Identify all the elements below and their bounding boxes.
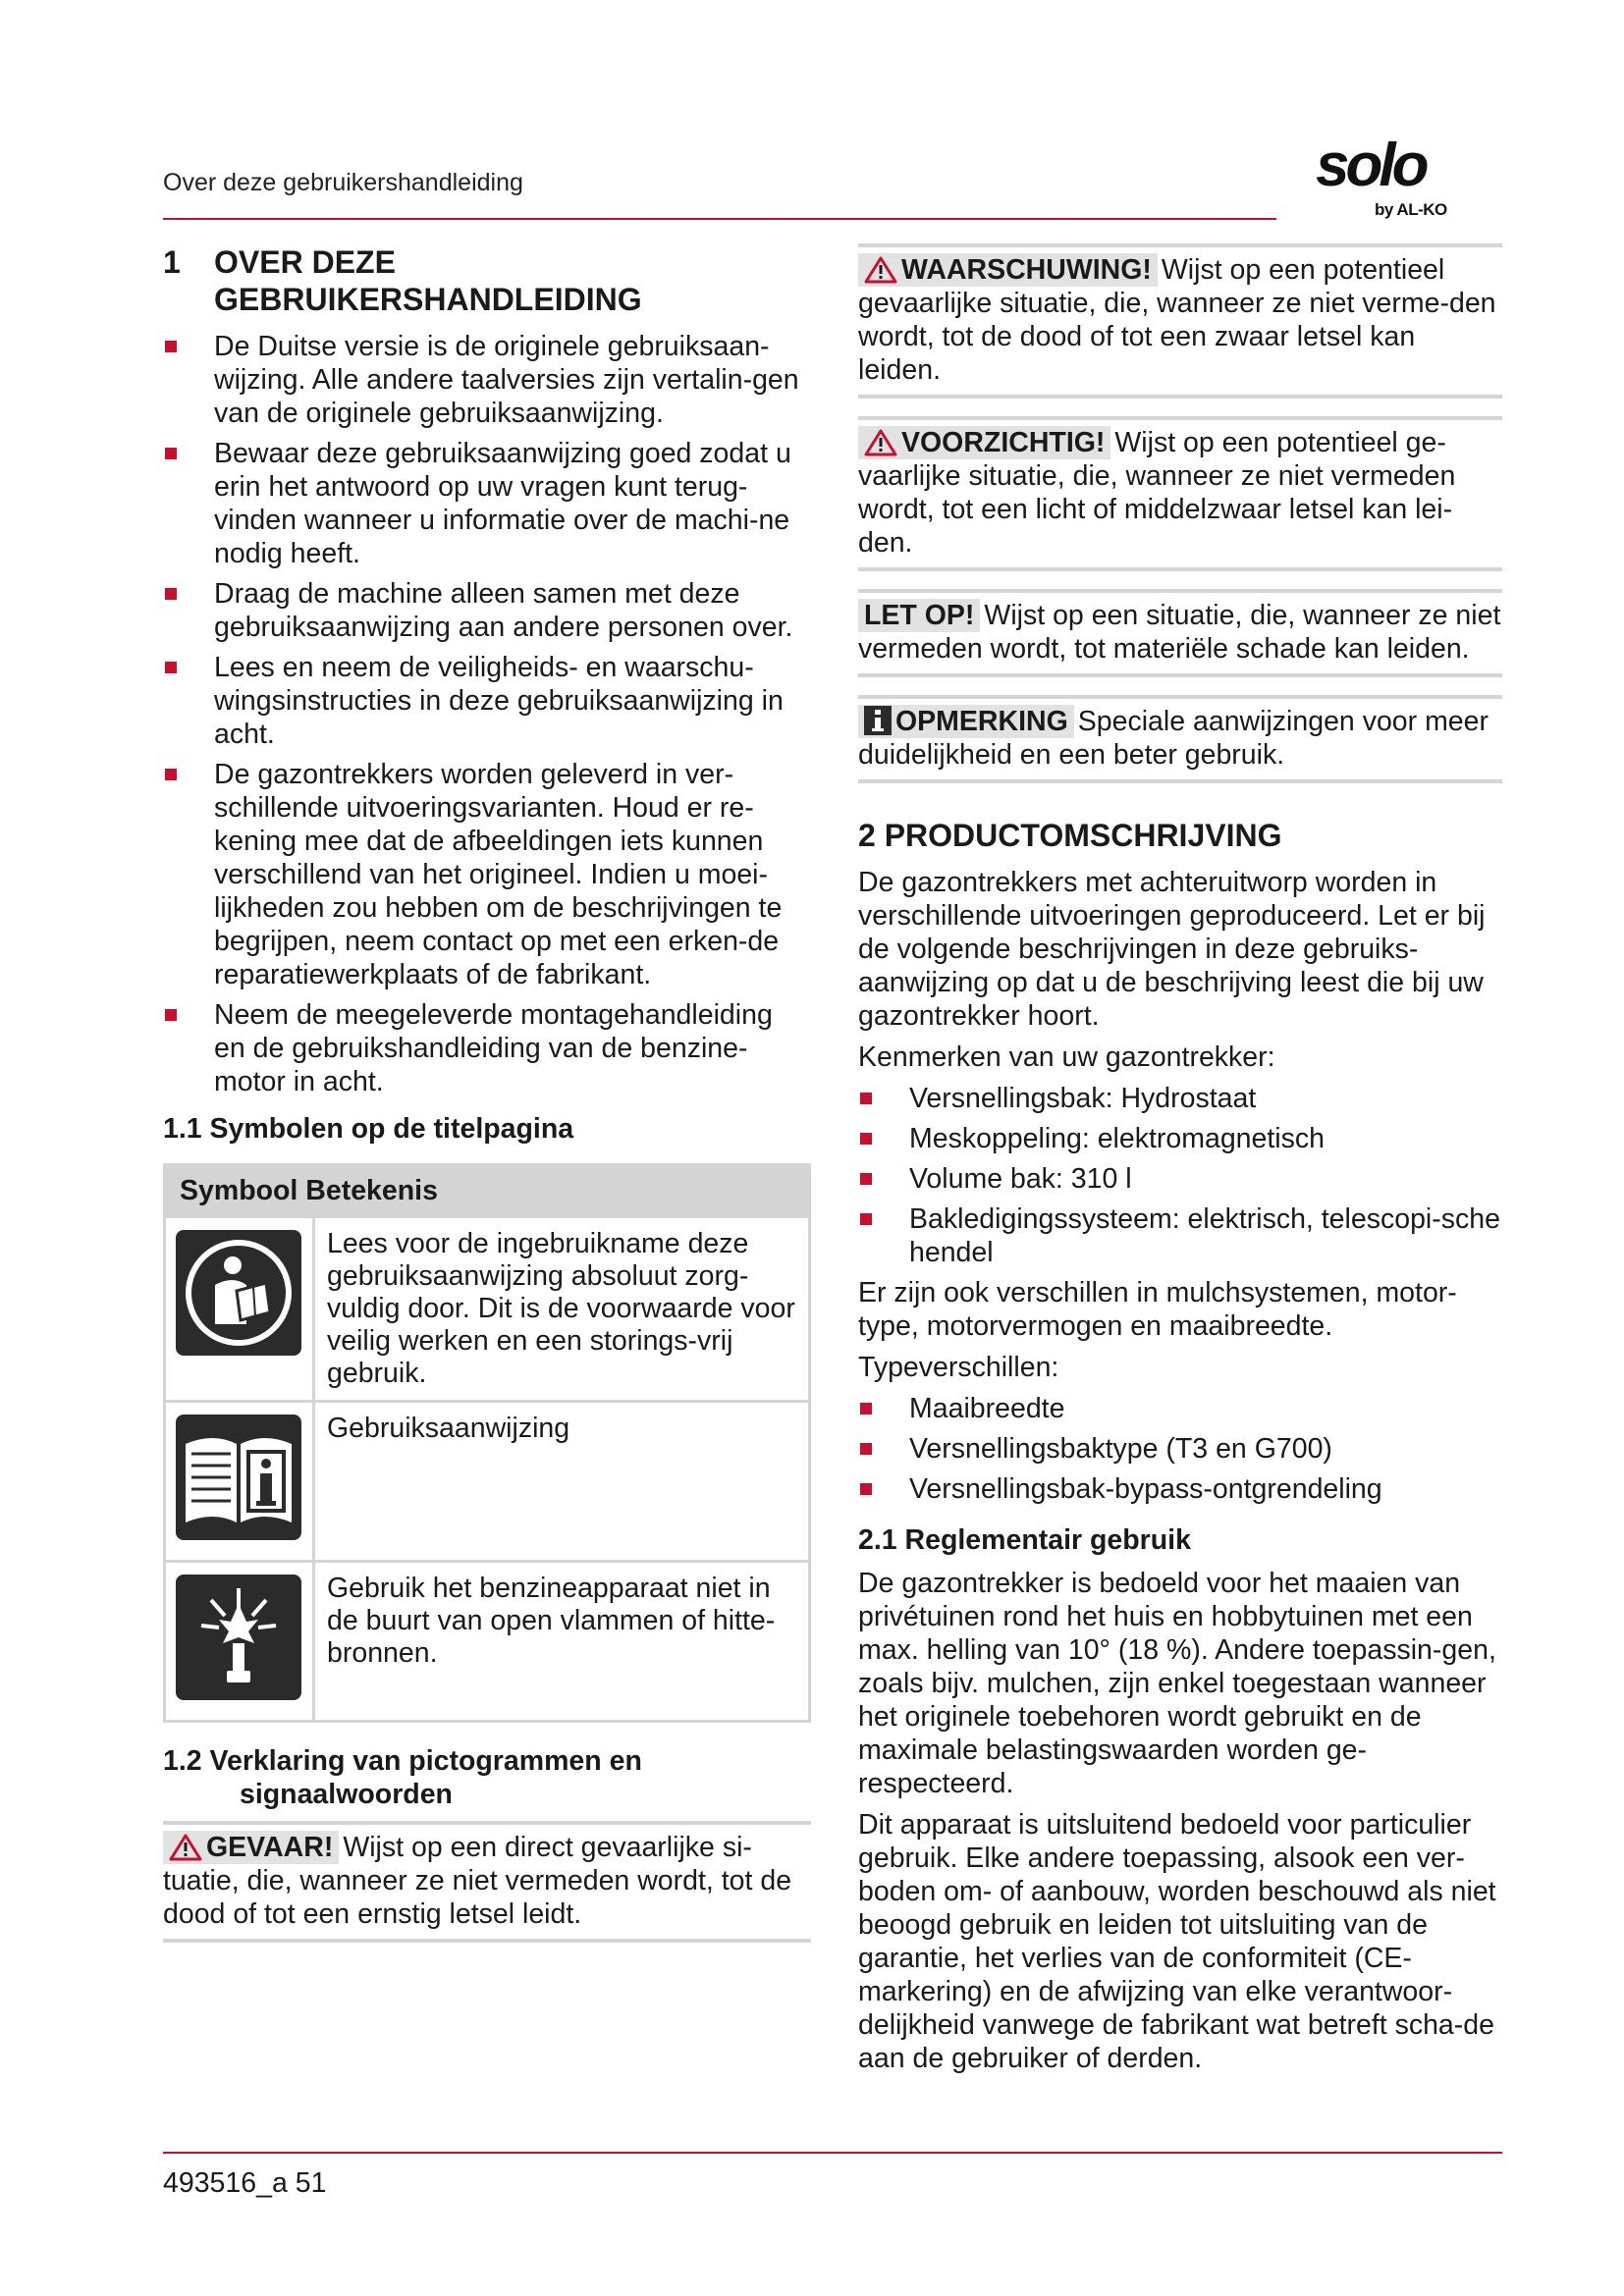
caution-notice bbox=[858, 416, 1502, 571]
no-open-flame-icon bbox=[176, 1575, 301, 1700]
bullet-square-icon bbox=[860, 1093, 872, 1104]
bullet-square-icon bbox=[860, 1173, 872, 1185]
bullet-square-icon bbox=[860, 1483, 872, 1495]
list-item: Meskoppeling: elektromagnetisch bbox=[858, 1122, 1502, 1155]
attention-notice bbox=[858, 589, 1502, 677]
header-title: Over deze gebruikershandleiding bbox=[163, 169, 523, 196]
list-item: Draag de machine alleen samen met deze gebruiksaanwijzing aan andere personen over. bbox=[163, 577, 811, 644]
section-2-intro: De gazontrekkers met achteruitworp worden in verschillende uitvoeringen geproduceerd. Let er bij de volgende beschrijvingen in deze gebruiks-aanwijzing op dat u de beschrijving leest die bij uw gazontrekker hoort. bbox=[858, 867, 1486, 1032]
table-cell-icon bbox=[165, 1562, 314, 1722]
list-item: Versnellingsbaktype (T3 en G700) bbox=[858, 1432, 1502, 1466]
table-row bbox=[165, 1217, 810, 1402]
logo-subtext: by AL-KO bbox=[1375, 200, 1447, 219]
warning-text: Wijst op een potentieel gevaarlijke situatie, die, wanneer ze niet verme-den wordt, tot de dood of tot een zwaar letsel kan leiden. bbox=[858, 254, 1496, 386]
section-number: 1 bbox=[163, 244, 181, 280]
warning-triangle-icon bbox=[169, 1834, 202, 1861]
differences-text: Er zijn ook verschillen in mulchsystemen, motor-type, motorvermogen en maaibreedte. bbox=[858, 1277, 1457, 1342]
bullet-square-icon bbox=[165, 341, 177, 352]
bullet-square-icon bbox=[165, 1009, 177, 1021]
section-1-2-heading: 1.2 Verklaring van pictogrammen en signaalwoorden bbox=[163, 1745, 642, 1810]
note-badge: OPMERKING bbox=[858, 705, 1074, 738]
list-item: Neem de meegeleverde montagehandleiding en de gebruikshandleiding van de benzine-motor in acht. bbox=[163, 998, 811, 1098]
bullet-square-icon bbox=[165, 448, 177, 459]
logo-wordmark: solo bbox=[1316, 132, 1426, 199]
danger-badge: GEVAAR! bbox=[163, 1831, 339, 1864]
danger-notice bbox=[163, 1821, 811, 1943]
symbol-table bbox=[163, 1163, 811, 1723]
list-item: Lees en neem de veiligheids- en waarschu-wingsinstructies in deze gebruiksaanwijzing in acht. bbox=[163, 651, 811, 751]
bullet-square-icon bbox=[860, 1443, 872, 1455]
list-item: Versnellingsbak-bypass-ontgrendeling bbox=[858, 1472, 1502, 1506]
note-notice bbox=[858, 695, 1502, 783]
list-item: Versnellingsbak: Hydrostaat bbox=[858, 1082, 1502, 1115]
type-label: Typeverschillen: bbox=[858, 1352, 1059, 1383]
manual-info-icon bbox=[176, 1415, 301, 1540]
caution-text: Wijst op een potentieel ge-vaarlijke situatie, die, wanneer ze niet vermeden wordt, tot een licht of middelzwaar letsel kan lei-den. bbox=[858, 427, 1456, 559]
section-2-1-para-2: Dit apparaat is uitsluitend bedoeld voor particulier gebruik. Elke andere toepassing, alsook een ver-boden om- of aanbouw, worden beschouwd als niet beoogd gebruik en leiden tot uitsluiting van de garantie, het verlies van de conformiteit (CE-markering) en de afwijzing van elke verantwoor-delijkheid vanwege de fabrikant wat betreft scha-de aan de gebruiker of derden. bbox=[858, 1809, 1496, 2074]
table-cell-icon bbox=[165, 1402, 314, 1562]
info-square-icon bbox=[864, 706, 892, 735]
section-2-heading: 2 PRODUCTOMSCHRIJVING bbox=[858, 818, 1282, 853]
list-item: Bewaar deze gebruiksaanwijzing goed zodat u erin het antwoord op uw vragen kunt terug-vinden wanneer u informatie over de machi-ne nodig heeft. bbox=[163, 437, 811, 570]
bullet-square-icon bbox=[165, 662, 177, 673]
bullet-square-icon bbox=[165, 769, 177, 780]
list-item: Volume bak: 310 l bbox=[858, 1162, 1502, 1196]
table-header: Symbool Betekenis bbox=[165, 1165, 810, 1217]
bullet-square-icon bbox=[165, 588, 177, 600]
footer-divider bbox=[163, 2152, 1502, 2154]
note-text: Speciale aanwijzingen voor meer duidelijkheid en een beter gebruik. bbox=[858, 706, 1489, 771]
features-label: Kenmerken van uw gazontrekker: bbox=[858, 1041, 1275, 1073]
warning-triangle-icon bbox=[864, 429, 897, 456]
bullet-square-icon bbox=[860, 1133, 872, 1145]
section-1-bullets bbox=[163, 330, 811, 1098]
warning-triangle-icon bbox=[864, 256, 897, 284]
types-list bbox=[858, 1392, 1502, 1506]
right-column bbox=[858, 243, 1502, 2083]
table-header-row bbox=[165, 1165, 810, 1217]
warning-notice bbox=[858, 243, 1502, 399]
table-cell-text: Lees voor de ingebruikname deze gebruiksaanwijzing absoluut zorg-vuldig door. Dit is de voorwaarde voor veilig werken en een storings-vrij gebruik. bbox=[314, 1217, 810, 1402]
table-cell-icon bbox=[165, 1217, 314, 1402]
attention-badge: LET OP! bbox=[858, 599, 980, 632]
attention-text: Wijst op een situatie, die, wanneer ze niet vermeden wordt, tot materiële schade kan leiden. bbox=[858, 600, 1501, 665]
table-cell-text: Gebruiksaanwijzing bbox=[314, 1402, 810, 1562]
brand-logo bbox=[1316, 132, 1475, 226]
section-title-line2: GEBRUIKERSHANDLEIDING bbox=[214, 282, 642, 317]
list-item: De gazontrekkers worden geleverd in ver-schillende uitvoeringsvarianten. Houd er re-kening mee dat de afbeeldingen iets kunnen verschillend van het origineel. Indien u moei-lijkheden zou hebben om de beschrijvingen te begrijpen, neem contact op met een erken-de reparatiewerkplaats of de fabrikant. bbox=[163, 758, 811, 991]
section-1-1-heading: 1.1 Symbolen op de titelpagina bbox=[163, 1113, 574, 1145]
bullet-square-icon bbox=[860, 1213, 872, 1225]
list-item: Maaibreedte bbox=[858, 1392, 1502, 1425]
section-2-1-heading: 2.1 Reglementair gebruik bbox=[858, 1524, 1191, 1556]
read-manual-icon bbox=[176, 1230, 301, 1356]
section-2-1-para-1: De gazontrekker is bedoeld voor het maaien van privétuinen rond het huis en hobbytuinen met een max. helling van 10° (18 %). Andere toepassin-gen, zoals bijv. mulchen, zijn enkel toegestaan wanneer het originele toebehoren wordt gebruikt en de maximale belastingswaarden worden ge-respecteerd. bbox=[858, 1568, 1496, 1799]
table-cell-text: Gebruik het benzineapparaat niet in de buurt van open vlammen of hitte-bronnen. bbox=[314, 1562, 810, 1722]
danger-text: Wijst op een direct gevaarlijke si-tuatie, die, wanneer ze niet vermeden wordt, tot de dood of tot een ernstig letsel leidt. bbox=[163, 1832, 792, 1930]
caution-badge: VOORZICHTIG! bbox=[858, 426, 1110, 459]
list-item: Bakledigingssysteem: elektrisch, telescopi-sche hendel bbox=[858, 1202, 1502, 1269]
header-divider bbox=[163, 218, 1276, 220]
bullet-square-icon bbox=[860, 1403, 872, 1415]
section-1-heading bbox=[163, 243, 811, 318]
features-list bbox=[858, 1082, 1502, 1269]
table-row bbox=[165, 1562, 810, 1722]
section-title-line1: OVER DEZE bbox=[214, 244, 396, 280]
left-column bbox=[163, 243, 811, 1943]
list-item: De Duitse versie is de originele gebruiksaan-wijzing. Alle andere taalversies zijn vertalin-gen van de originele gebruiksaanwijzing. bbox=[163, 330, 811, 430]
footer-doc-code: 493516_a 51 bbox=[163, 2167, 327, 2199]
warning-badge: WAARSCHUWING! bbox=[858, 253, 1158, 287]
table-row bbox=[165, 1402, 810, 1562]
